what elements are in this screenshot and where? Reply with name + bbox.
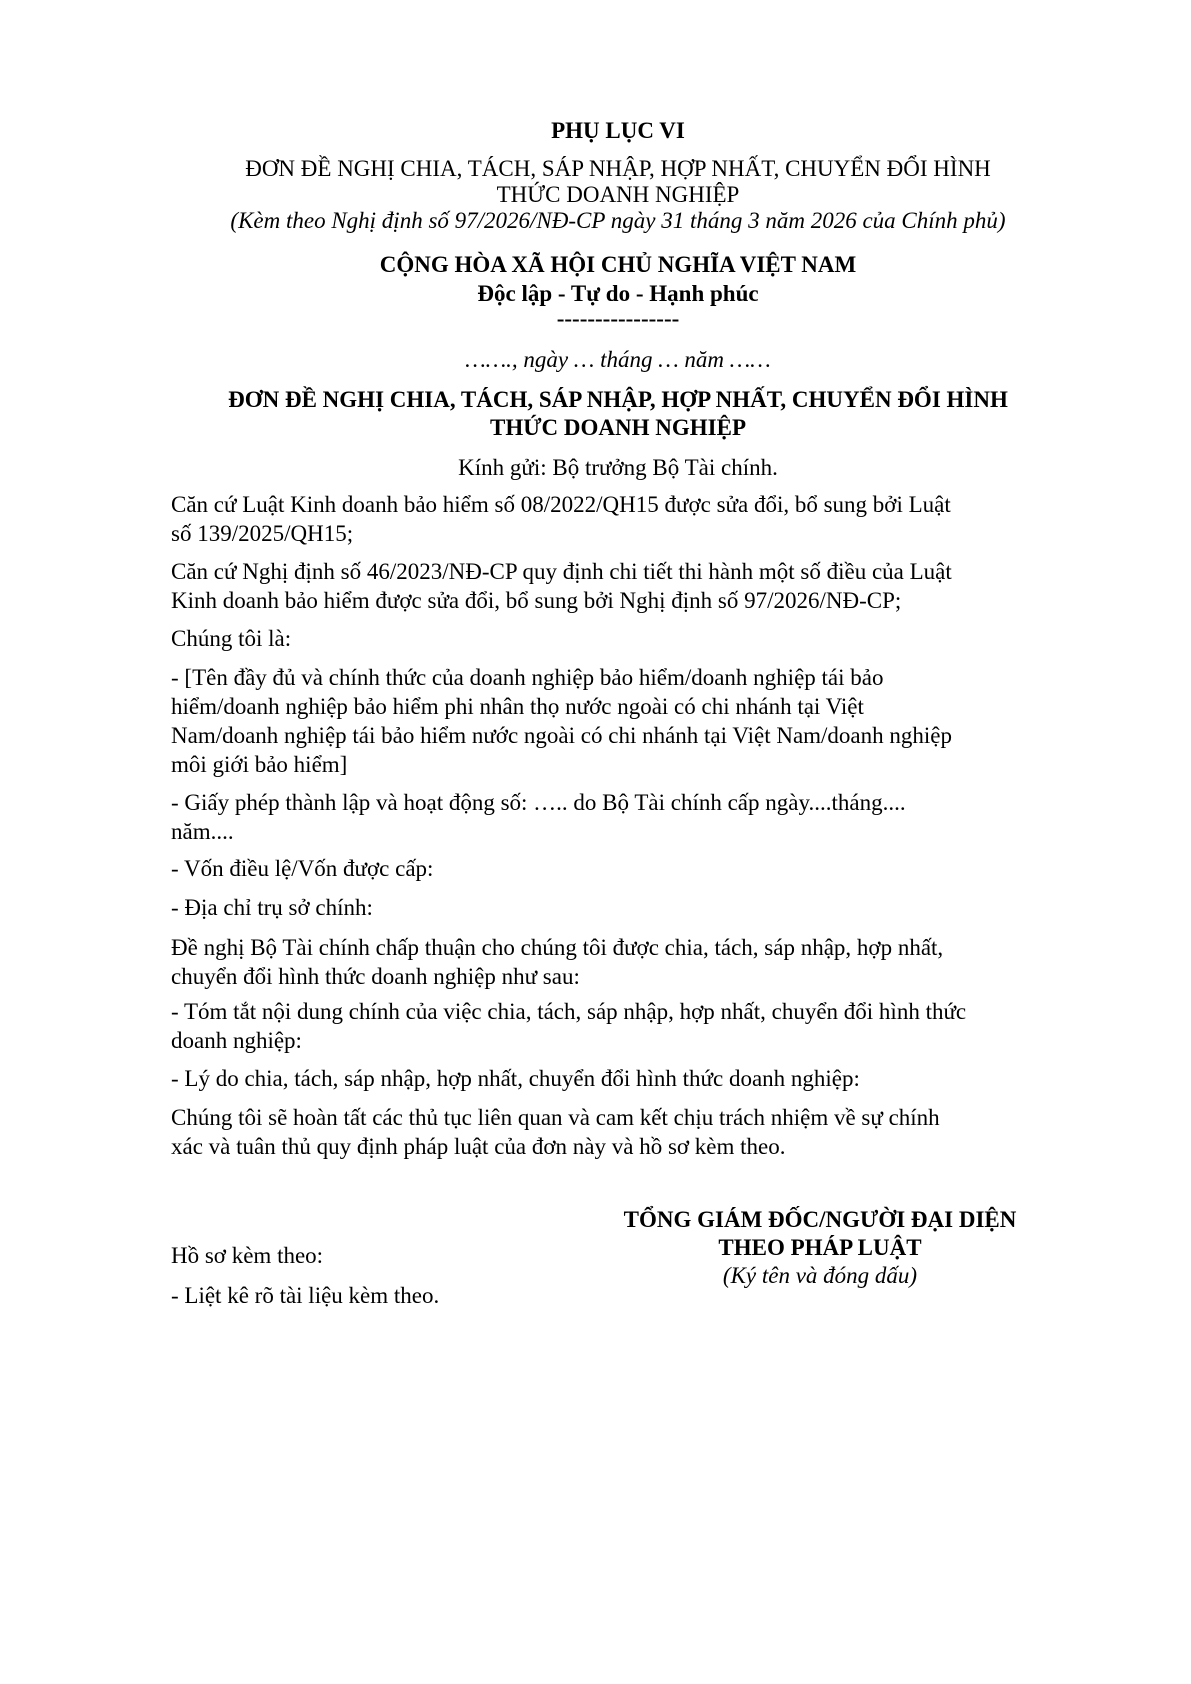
legal-basis-decree [171,557,1076,615]
reason-item: - Lý do chia, tách, sáp nhập, hợp nhất, chuyển đổi hình thức doanh nghiệp: [171,1066,860,1091]
applicant-intro: Chúng tôi là: [171,626,292,651]
appendix-header [160,116,1076,145]
license-info-line1: - Giấy phép thành lập và hoạt động số: ….. do Bộ Tài chính cấp ngày....tháng.... [171,790,906,815]
summary-item-line1: - Tóm tắt nội dung chính của việc chia, tách, sáp nhập, hợp nhất, chuyển đổi hình thức [171,999,967,1024]
document-title [160,386,1076,442]
appendix-title: PHỤ LỤC VI [551,118,685,143]
head-office-address: - Địa chỉ trụ sở chính: [171,895,373,920]
request-statement-line1: Đề nghị Bộ Tài chính chấp thuận cho chúng tôi được chia, tách, sáp nhập, hợp nhất, [171,935,944,960]
attachments-label: Hồ sơ kèm theo: [171,1243,324,1268]
heading-divider: ---------------- [556,306,680,331]
company-name-line2: hiểm/doanh nghiệp bảo hiểm phi nhân thọ nước ngoài có chi nhánh tại Việt [171,694,864,719]
company-name-line4: môi giới bảo hiểm] [171,752,348,777]
country-name: CỘNG HÒA XÃ HỘI CHỦ NGHĨA VIỆT NAM [379,252,857,277]
document-title-line2: THỨC DOANH NGHIỆP [490,415,746,440]
charter-capital: - Vốn điều lệ/Vốn được cấp: [171,856,434,881]
legal-basis-decree-line1: Căn cứ Nghị định số 46/2023/NĐ-CP quy định chi tiết thi hành một số điều của Luật [171,559,952,584]
signature-block [590,1205,1050,1290]
summary-item-line2: doanh nghiệp: [171,1028,302,1053]
form-title-line1: ĐƠN ĐỀ NGHỊ CHIA, TÁCH, SÁP NHẬP, HỢP NHẤT, CHUYỂN ĐỔI HÌNH [245,156,991,181]
signature-note: (Ký tên và đóng dấu) [722,1263,918,1288]
decree-reference: (Kèm theo Nghị định số 97/2026/NĐ-CP ngày 31 tháng 3 năm 2026 của Chính phủ) [230,208,1006,233]
national-motto: Độc lập - Tự do - Hạnh phúc [477,281,759,306]
recipient: Kính gửi: Bộ trưởng Bộ Tài chính. [458,455,778,480]
form-title-header [160,156,1076,234]
request-statement [171,933,1076,991]
attachments-item: - Liệt kê rõ tài liệu kèm theo. [171,1283,440,1308]
company-name-line1: - [Tên đầy đủ và chính thức của doanh nghiệp bảo hiểm/doanh nghiệp tái bảo [171,665,884,690]
commitment-line1: Chúng tôi sẽ hoàn tất các thủ tục liên quan và cam kết chịu trách nhiệm về sự chính [171,1105,940,1130]
legal-basis-law-line2: số 139/2025/QH15; [171,521,354,546]
document-title-line1: ĐƠN ĐỀ NGHỊ CHIA, TÁCH, SÁP NHẬP, HỢP NHẤT, CHUYỂN ĐỔI HÌNH [228,387,1008,412]
license-info [171,788,1076,846]
request-statement-line2: chuyển đổi hình thức doanh nghiệp như sau: [171,964,580,989]
legal-basis-law [171,490,1076,548]
signatory-title-line1: TỔNG GIÁM ĐỐC/NGƯỜI ĐẠI DIỆN [623,1207,1017,1232]
date-line-block [160,345,1076,374]
form-title-line2: THỨC DOANH NGHIỆP [496,182,740,207]
legal-basis-law-line1: Căn cứ Luật Kinh doanh bảo hiểm số 08/2022/QH15 được sửa đổi, bổ sung bởi Luật [171,492,951,517]
company-name-placeholder [171,663,1076,779]
date-line: ……., ngày … tháng … năm …… [465,347,771,372]
commitment-line2: xác và tuân thủ quy định pháp luật của đơn này và hồ sơ kèm theo. [171,1134,786,1159]
summary-item [171,997,1076,1055]
company-name-line3: Nam/doanh nghiệp tái bảo hiểm nước ngoài có chi nhánh tại Việt Nam/doanh nghiệp [171,723,952,748]
recipient-block [160,453,1076,482]
license-info-line2: năm.... [171,819,234,844]
national-heading [160,250,1076,330]
legal-basis-decree-line2: Kinh doanh bảo hiểm được sửa đổi, bổ sung bởi Nghị định số 97/2026/NĐ-CP; [171,588,902,613]
commitment-statement [171,1103,1076,1161]
signatory-title-line2: THEO PHÁP LUẬT [718,1235,922,1260]
